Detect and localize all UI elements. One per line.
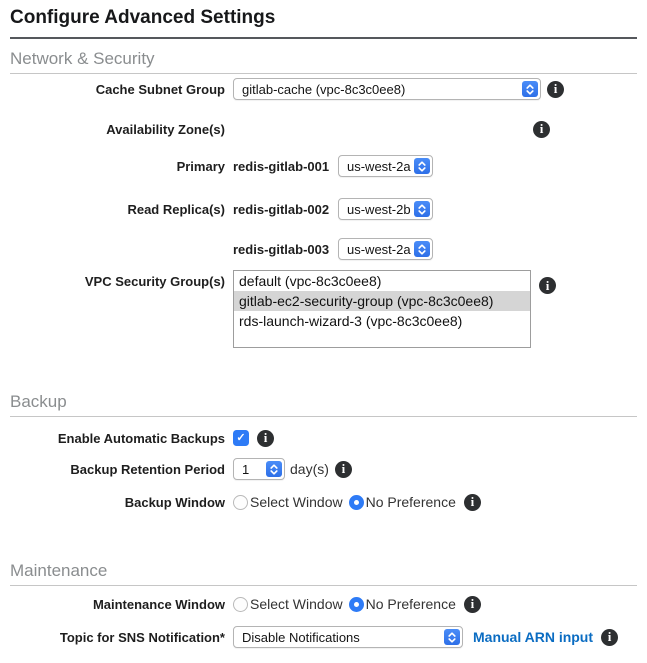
replica-zone-value: us-west-2b [347,201,411,217]
replica-zone-select[interactable] [338,238,433,260]
select-stepper-icon [414,158,430,174]
maintenance-window-no-preference-option-label: No Preference [365,596,456,612]
backup-window-info-icon[interactable]: i [464,494,481,511]
cache-subnet-group-value: gitlab-cache (vpc-8c3c0ee8) [242,81,406,97]
vpc-security-group-option[interactable]: rds-launch-wizard-3 (vpc-8c3c0ee8) [239,313,463,329]
enable-automatic-backups-row [10,429,637,447]
title-divider [10,37,637,39]
primary-label: Primary [176,158,225,174]
read-replicas-label: Read Replica(s) [127,201,225,217]
enable-automatic-backups-checkbox[interactable] [233,430,249,446]
manual-arn-input-link[interactable]: Manual ARN input [473,629,594,645]
section-heading-network-security: Network & Security [10,49,637,74]
read-replica-row-2 [10,238,637,260]
backup-retention-period-suffix: day(s) [290,461,329,477]
read-replica-row-1 [10,198,637,220]
vpc-security-groups-label: VPC Security Group(s) [84,274,225,289]
enable-automatic-backups-info-icon[interactable]: i [257,430,274,447]
sns-topic-label: Topic for SNS Notification* [59,629,225,645]
replica-zone-value: us-west-2a [347,241,411,257]
backup-retention-period-value: 1 [242,461,250,477]
primary-zone-value: us-west-2a [347,158,411,174]
sns-topic-row [10,626,637,648]
maintenance-window-row [10,595,637,613]
cache-subnet-group-label: Cache Subnet Group [95,81,225,97]
vpc-security-groups-listbox[interactable] [233,270,531,348]
maintenance-window-label: Maintenance Window [92,596,225,612]
sns-topic-select[interactable] [233,626,463,648]
cache-subnet-group-select[interactable] [233,78,541,100]
backup-window-row [10,493,637,511]
vpc-security-groups-info-icon[interactable]: i [539,277,556,294]
sns-topic-info-icon[interactable]: i [601,629,618,646]
backup-retention-period-label: Backup Retention Period [70,461,225,477]
select-stepper-icon [266,461,282,477]
backup-retention-period-info-icon[interactable]: i [335,461,352,478]
maintenance-window-no-preference-radio[interactable] [349,597,364,612]
backup-window-select-window-radio[interactable] [233,495,248,510]
replica-zone-select[interactable] [338,198,433,220]
checkmark-icon: ✓ [236,431,246,444]
maintenance-window-info-icon[interactable]: i [464,596,481,613]
select-stepper-icon [414,201,430,217]
replica-node-name: redis-gitlab-002 [233,201,330,217]
backup-window-no-preference-radio[interactable] [349,495,364,510]
backup-window-label: Backup Window [124,494,225,510]
select-stepper-icon [414,241,430,257]
primary-node-row [10,155,637,177]
vpc-security-groups-row [10,270,637,348]
section-heading-maintenance: Maintenance [10,561,637,586]
cache-subnet-group-info-icon[interactable]: i [547,81,564,98]
backup-window-no-preference-option-label: No Preference [365,494,456,510]
select-stepper-icon [444,629,460,645]
maintenance-window-select-window-radio[interactable] [233,597,248,612]
primary-node-name: redis-gitlab-001 [233,158,330,174]
backup-retention-period-row [10,458,637,480]
availability-zones-row [10,120,637,138]
page-title: Configure Advanced Settings [10,7,276,28]
enable-automatic-backups-label: Enable Automatic Backups [57,430,225,446]
availability-zones-label: Availability Zone(s) [106,121,225,137]
vpc-security-group-option[interactable]: gitlab-ec2-security-group (vpc-8c3c0ee8) [234,291,530,311]
vpc-security-group-option[interactable]: default (vpc-8c3c0ee8) [239,273,382,289]
availability-zones-info-icon[interactable]: i [533,121,550,138]
primary-zone-select[interactable] [338,155,433,177]
select-stepper-icon [522,81,538,97]
maintenance-window-select-window-option-label: Select Window [250,596,343,612]
sns-topic-value: Disable Notifications [242,629,360,645]
replica-node-name: redis-gitlab-003 [233,241,330,257]
backup-retention-period-select[interactable] [233,458,285,480]
cache-subnet-group-row [10,78,637,100]
section-heading-backup: Backup [10,392,637,417]
backup-window-select-window-option-label: Select Window [250,494,343,510]
